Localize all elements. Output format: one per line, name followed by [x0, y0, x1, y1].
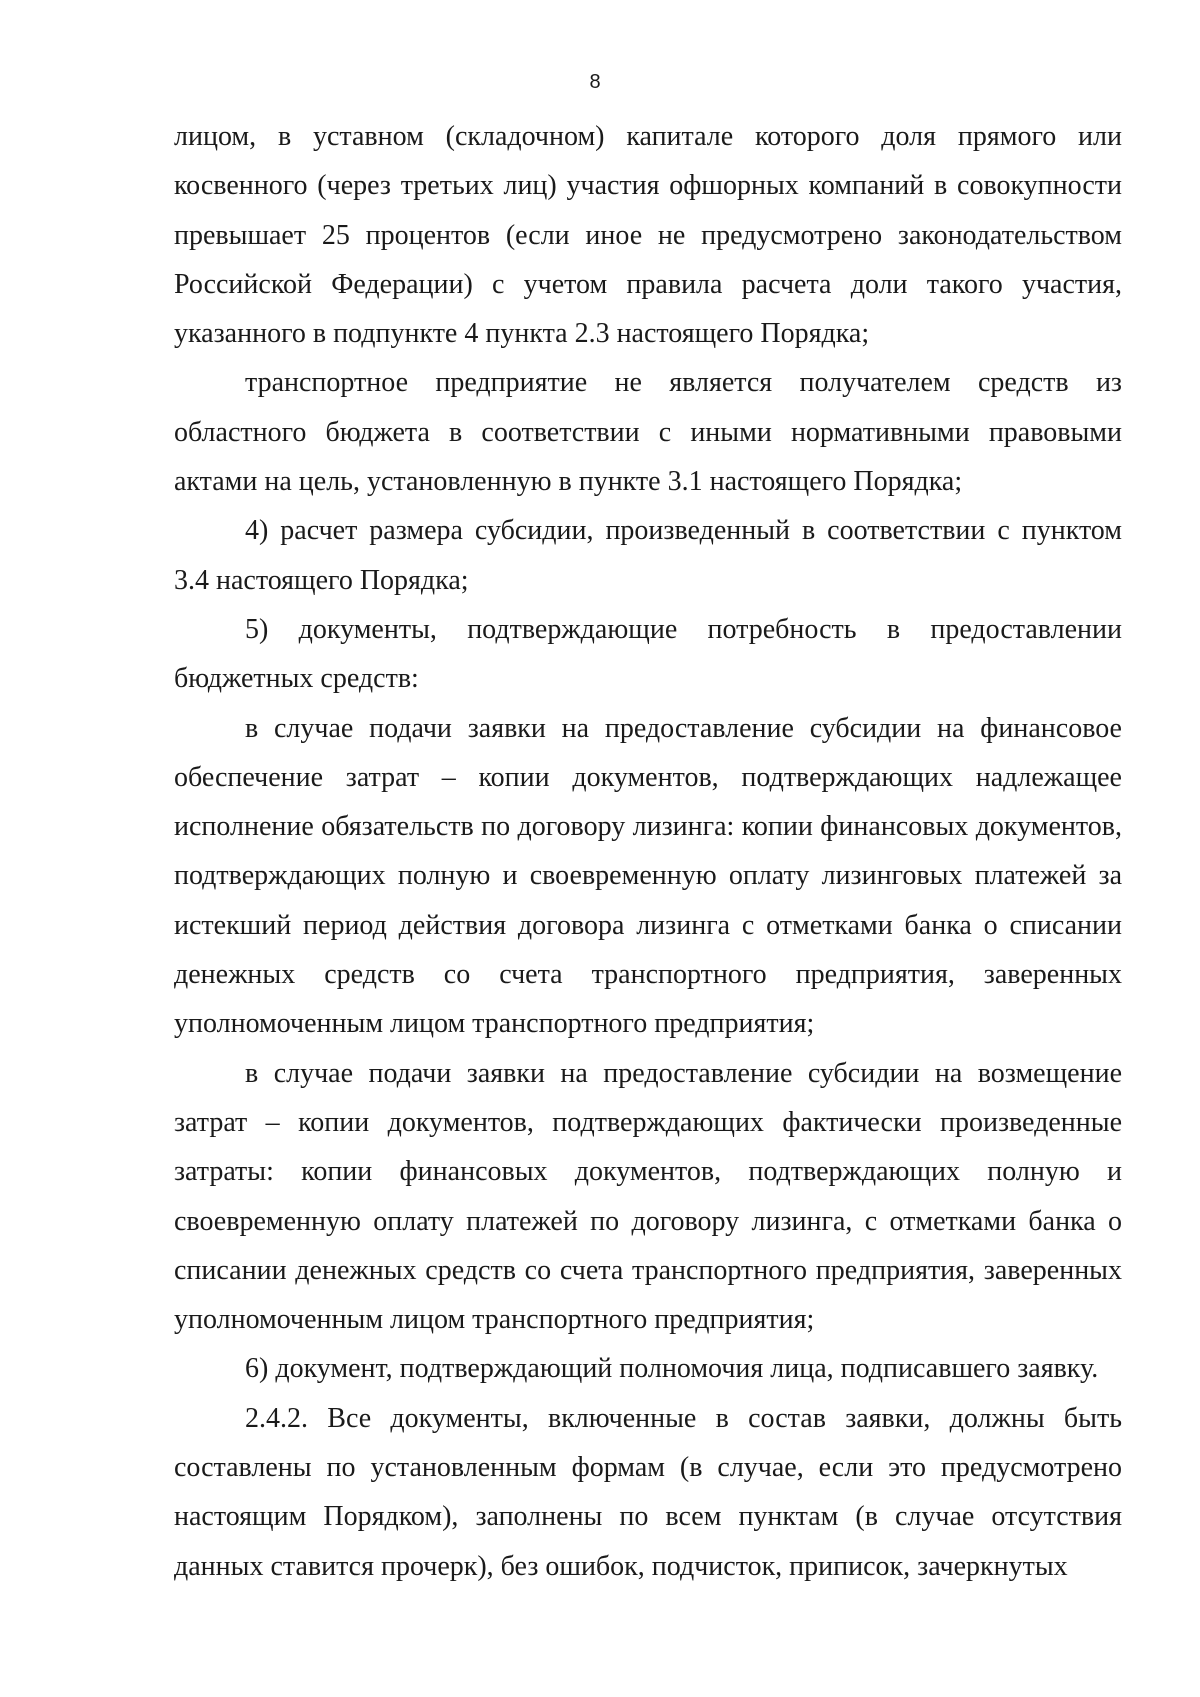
paragraph-item-5-supporting-documents: 5) документы, подтверждающие потребность в предоставлении бюджетных средств:	[174, 613, 1122, 695]
paragraph-item-4-subsidy-calculation: 4) расчет размера субсидии, произведенный в соответствии с пунктом 3.4 настоящего Порядка;	[174, 515, 1122, 596]
document-body	[174, 112, 1122, 1591]
paragraph-offshore-participation: лицом, в уставном (складочном) капитале которого доля прямого или косвенного (через третьих лиц) участия офшорных компаний в совокупности превышает 25 процентов (если иное не предусмотрено законодательством Российской Федерации) с учетом правила расчета доли такого участия, указанного в подпункте 4 пункта 2.3 настоящего Порядка;	[174, 121, 1122, 350]
paragraph-financial-support-case: в случае подачи заявки на предоставление субсидии на финансовое обеспечение затрат – копии документов, подтверждающих надлежащее исполнение обязательств по договору лизинга: копии финансовых документов, подтверждающих полную и своевременную оплату лизинговых платежей за истекший период действия договора лизинга с отметками банка о списании денежных средств со счета транспортного предприятия, заверенных уполномоченным лицом транспортного предприятия;	[174, 712, 1122, 1040]
page-number: 8	[589, 71, 601, 93]
paragraph-item-6-authority-document: 6) документ, подтверждающий полномочия лица, подписавшего заявку.	[245, 1353, 1099, 1385]
paragraph-2-4-2-document-requirements: 2.4.2. Все документы, включенные в состав заявки, должны быть составлены по установленным формам (в случае, если это предусмотрено настоящим Порядком), заполнены по всем пунктам (в случае отсутствия данных ставится прочерк), без ошибок, подчисток, приписок, зачеркнутых	[174, 1402, 1122, 1582]
paragraph-reimbursement-case: в случае подачи заявки на предоставление субсидии на возмещение затрат – копии документов, подтверждающих фактически произведенные затраты: копии финансовых документов, подтверждающих полную и своевременную оплату платежей по договору лизинга, с отметками банка о списании денежных средств со счета транспортного предприятия, заверенных уполномоченным лицом транспортного предприятия;	[174, 1057, 1122, 1336]
paragraph-not-budget-recipient: транспортное предприятие не является получателем средств из областного бюджета в соответствии с иными нормативными правовыми актами на цель, установленную в пункте 3.1 настоящего Порядка;	[174, 367, 1122, 498]
